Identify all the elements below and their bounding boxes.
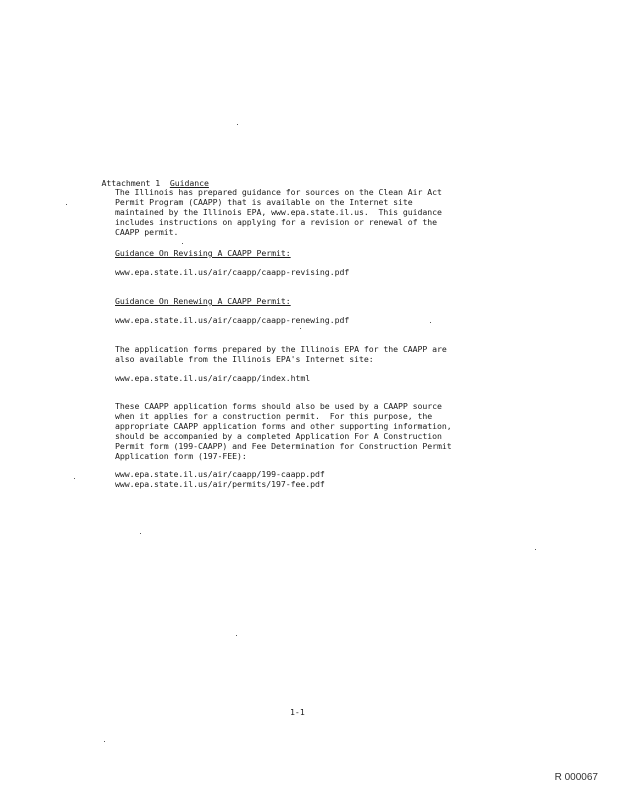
scan-speck: [300, 328, 301, 329]
attachment-title: Guidance: [169, 178, 209, 189]
construction-line: should be accompanied by a completed Application For A Construction: [115, 431, 442, 441]
scan-speck: [237, 124, 238, 125]
scan-speck: [236, 635, 237, 636]
intro-line: Permit Program (CAAPP) that is available on the Internet site: [115, 197, 413, 207]
construction-line: These CAAPP application forms should also be used by a CAAPP source: [115, 401, 442, 411]
scan-speck: [74, 478, 75, 479]
scan-speck: [104, 741, 105, 742]
intro-line: CAAPP permit.: [115, 227, 179, 237]
construction-form-url: www.epa.state.il.us/air/caapp/199-caapp.pdf: [115, 469, 325, 479]
forms-line: The application forms prepared by the Illinois EPA for the CAAPP are: [115, 344, 447, 354]
intro-line: maintained by the Illinois EPA, www.epa.state.il.us. This guidance: [115, 207, 442, 217]
renewing-guidance-url: www.epa.state.il.us/air/caapp/caapp-renewing.pdf: [115, 315, 350, 325]
construction-line: appropriate CAAPP application forms and other supporting information,: [115, 421, 452, 431]
construction-line: when it applies for a construction permit. For this purpose, the: [115, 411, 433, 421]
construction-line: Permit form (199-CAAPP) and Fee Determination for Construction Permit: [115, 441, 452, 451]
construction-form-url: www.epa.state.il.us/air/permits/197-fee.pdf: [115, 479, 325, 489]
scan-speck: [66, 204, 67, 205]
forms-url: www.epa.state.il.us/air/caapp/index.html: [115, 373, 311, 383]
attachment-prefix: Attachment 1: [101, 178, 161, 189]
intro-line: includes instructions on applying for a revision or renewal of the: [115, 217, 438, 227]
construction-line: Application form (197-FEE):: [115, 451, 247, 461]
scan-speck: [182, 243, 183, 244]
bates-number: R 000067: [554, 771, 598, 783]
renewing-guidance-label: Guidance On Renewing A CAAPP Permit:: [115, 296, 291, 306]
revising-guidance-label: Guidance On Revising A CAAPP Permit:: [115, 248, 291, 258]
scan-speck: [430, 322, 431, 323]
intro-line: The Illinois has prepared guidance for sources on the Clean Air Act: [115, 187, 442, 197]
revising-guidance-url: www.epa.state.il.us/air/caapp/caapp-revising.pdf: [115, 267, 350, 277]
page-number: 1-1: [290, 707, 305, 717]
scan-speck: [140, 533, 141, 534]
forms-line: also available from the Illinois EPA's Internet site:: [115, 354, 374, 364]
scan-speck: [535, 549, 536, 550]
